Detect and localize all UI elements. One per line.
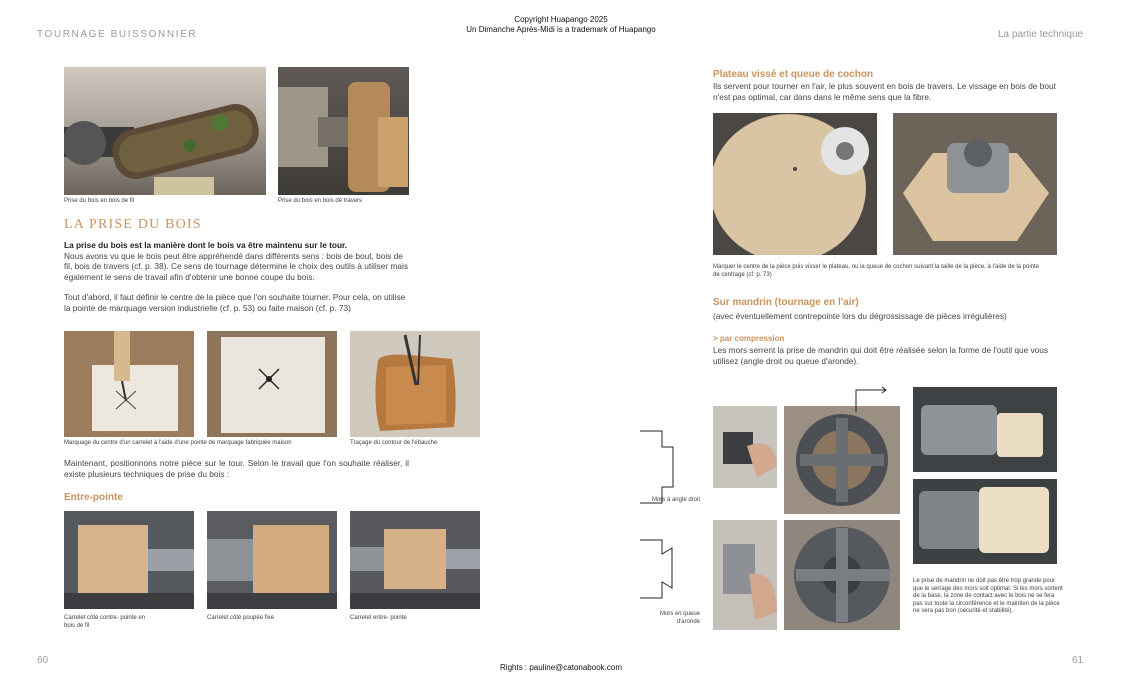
intro-paragraph-2: Tout d'abord, il faut définir le centre de la pièce que l'on souhaite tourner. Pour cela, on utilise la pointe de marquage version industrielle (cf. p. 53) ou faite maison (cf. p. 73): [64, 292, 406, 313]
caption-poupee-fixe: Carrelet côté poupée fixe: [207, 615, 275, 621]
running-head-left: TOURNAGE BUISSONNIER: [37, 29, 198, 40]
positioning-paragraph: Maintenant, positionnons notre pièce sur le tour. Selon le travail que l'on souhaite réaliser, il existe plusieurs techniques de prise du bois :: [64, 458, 409, 479]
running-head-right: La partie technique: [998, 29, 1084, 40]
photo-entre-pointe: [350, 511, 480, 609]
photo-marquage-centre: [64, 331, 194, 437]
intro-text: [64, 240, 409, 313]
entre-pointe-title: Entre-pointe: [64, 492, 123, 503]
photo-mandrin-queue-aronde: [784, 520, 900, 630]
page-number-left: 60: [37, 655, 49, 666]
caption-prise-mandrin: Le prise de mandrin ne doit pas être trop grande pour que le serrage des mors soit optimal. Si les mors sortent de la base, la zone de contact avec le bois ne se fera pas sur toute la circonférence et le maintien de la pièce ne sera pas bon (sécurité et stabilité).: [913, 578, 1063, 614]
photo-poupee-fixe: [207, 511, 337, 609]
label-mors-queue-aronde: Mors en queue d'aronde: [659, 611, 700, 625]
photo-queue-de-cochon: [893, 113, 1057, 255]
caption-bois-de-fil: Prise du bois en bois de fil: [64, 198, 135, 204]
plateau-text: Ils servent pour tourner en l'air, le plus souvent en bois de travers. Le vissage en bois de bout n'est pas optimal, car dans dans le même sens que la fibre.: [713, 81, 1056, 102]
copyright-line-1: Copyright Huapango 2025: [514, 15, 608, 24]
photo-bois-de-travers: [278, 67, 409, 195]
caption-marquage: Marquage du centre d'un carrelet à l'aide d'une pointe de marquage fabriquée maison: [64, 440, 292, 446]
intro-paragraph-1: Nous avons vu que le bois peut être appréhendé dans différents sens : bois de bout, bois de fil, bois de travers (cf. p. 38). Ce sens de tournage détermine le choix des outils à utiliser mais également le sens de travail afin d'obtenir une bonne coupe du bois.: [64, 250, 409, 282]
photo-centre-marque: [207, 331, 337, 437]
rights-contact: Rights : pauline@catonabook.com: [500, 663, 622, 672]
photo-mandrin-angle-droit: [784, 406, 900, 514]
section-title: LA PRISE DU BOIS: [64, 217, 202, 232]
caption-bois-de-travers: Prise du bois en bois de travers: [278, 198, 363, 204]
jaw-profile-diagrams: [640, 430, 680, 630]
photo-prise-mandrin-1: [913, 387, 1057, 472]
mandrin-subtitle: (avec éventuellement contrepointe lors du dégrossissage de pièces irrégulières): [713, 311, 1007, 321]
arrow-icon: [848, 384, 892, 414]
caption-contre-pointe: Carrelet côté contre- pointe en bois de fil: [64, 615, 146, 629]
copyright-line-2: Un Dimanche Après-Midi is a trademark of Huapango: [466, 25, 656, 34]
page-number-right: 61: [1072, 655, 1084, 666]
label-mors-angle-droit: Mors à angle droit: [651, 497, 700, 503]
photo-contre-pointe: [64, 511, 194, 609]
photo-plateau-visse: [713, 113, 877, 255]
compression-text: Les mors serrent la prise de mandrin qui doit être réalisée selon la forme de l'outil que vous utilisez (angle droit ou queue d'aronde).: [713, 345, 1049, 366]
photo-tracage-contour: [350, 331, 480, 437]
photo-prise-mandrin-2: [913, 479, 1057, 564]
photo-bois-de-fil: [64, 67, 266, 195]
photo-mors-angle-droit: [713, 406, 777, 488]
copyright-notice: [431, 15, 691, 35]
compression-title: > par compression: [713, 334, 785, 343]
plateau-title: Plateau vissé et queue de cochon: [713, 69, 874, 80]
photo-mors-queue-aronde: [713, 520, 777, 630]
caption-entre-pointe: Carrelet entre- pointe: [350, 615, 407, 621]
caption-tracage: Traçage du contour de l'ébauche: [350, 440, 438, 446]
caption-plateau: Marquer le centre de la pièce puis visser le plateau, ou la queue de cochon suivant la taille de la pièce, à l'aide de la pointe de centrage (cf. p. 73): [713, 264, 1040, 278]
intro-bold: La prise du bois est la manière dont le bois va être maintenu sur le tour.: [64, 240, 348, 250]
mandrin-title: Sur mandrin (tournage en l'air): [713, 297, 859, 308]
